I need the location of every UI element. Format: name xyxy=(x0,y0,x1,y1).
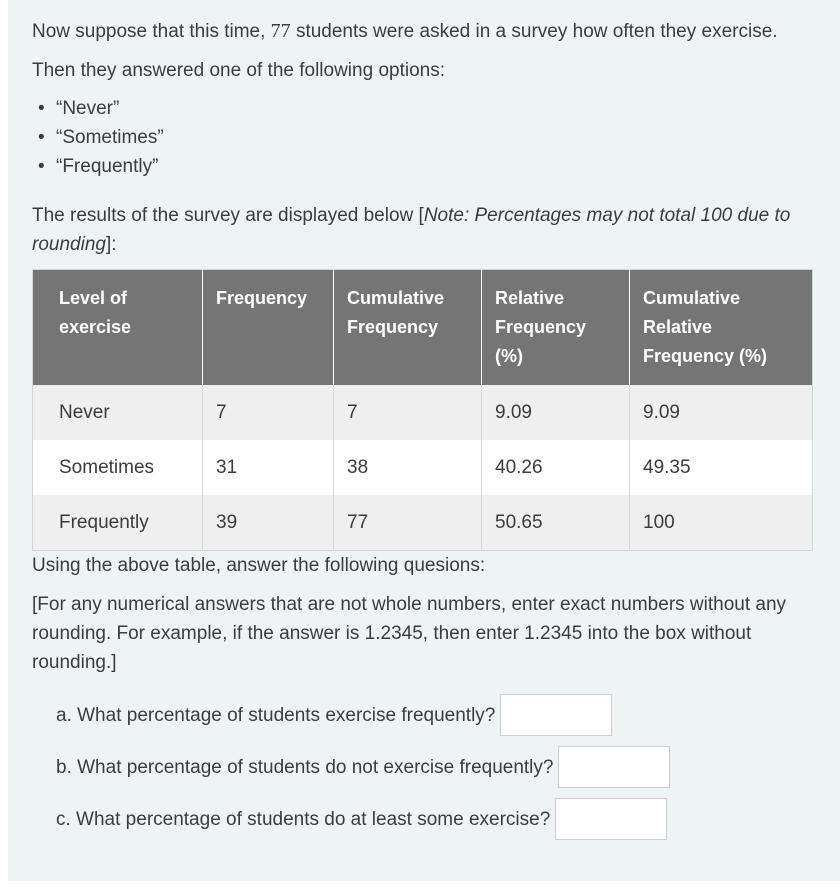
option-frequently: • “Frequently” xyxy=(32,152,822,181)
results-text-pre: The results of the survey are displayed below [ xyxy=(32,205,424,226)
table-cell: 49.35 xyxy=(630,440,813,495)
question-a xyxy=(56,689,822,741)
header-cumulative-frequency: Cumulative Frequency xyxy=(334,270,482,386)
table-cell: 7 xyxy=(203,385,334,440)
table-row xyxy=(33,440,813,495)
table-cell: 9.09 xyxy=(482,385,630,440)
table-cell: 100 xyxy=(630,495,813,551)
instructions-line: Using the above table, answer the following quesions: xyxy=(32,555,486,576)
table-cell: 77 xyxy=(334,495,482,551)
header-level: Level of exercise xyxy=(33,270,203,386)
rounding-instructions: [For any numerical answers that are not whole numbers, enter exact numbers without any rounding. For example, if the answer is 1.2345, then enter 1.2345 into the box without rounding.] xyxy=(32,594,787,673)
table-cell: 38 xyxy=(334,440,482,495)
intro-line-2: Then they answered one of the following options: xyxy=(32,60,445,81)
results-text-post: ]: xyxy=(105,234,117,255)
table-cell: 7 xyxy=(334,385,482,440)
header-cumulative-relative-frequency: Cumulative Relative Frequency (%) xyxy=(630,270,813,386)
questions xyxy=(32,689,822,845)
table-row xyxy=(33,495,813,551)
table-cell: Never xyxy=(33,385,203,440)
question-content xyxy=(32,14,822,845)
results-intro xyxy=(32,201,822,259)
table-cell: Sometimes xyxy=(33,440,203,495)
results-note: Note: Percentages may not total 100 due to rounding xyxy=(32,205,791,255)
table-cell: Frequently xyxy=(33,495,203,551)
answer-b-input[interactable] xyxy=(558,746,670,788)
answer-a-input[interactable] xyxy=(500,694,612,736)
option-sometimes: • “Sometimes” xyxy=(32,123,822,152)
question-panel xyxy=(8,0,840,881)
table-header-row xyxy=(33,270,813,386)
intro-text-pre: Now suppose that this time, xyxy=(32,21,271,42)
table-cell: 50.65 xyxy=(482,495,630,551)
answer-c-input[interactable] xyxy=(555,798,667,840)
table-cell: 9.09 xyxy=(630,385,813,440)
intro-text-post: students were asked in a survey how often they exercise. xyxy=(290,21,778,42)
header-frequency: Frequency xyxy=(203,270,334,386)
table-cell: 39 xyxy=(203,495,334,551)
table-row xyxy=(33,385,813,440)
student-count: 77 xyxy=(270,20,291,42)
question-b-text: b. What percentage of students do not exercise frequently? xyxy=(56,756,554,778)
question-c-text: c. What percentage of students do at least some exercise? xyxy=(56,808,551,830)
intro-line-1 xyxy=(32,17,822,46)
table-cell: 40.26 xyxy=(482,440,630,495)
frequency-table xyxy=(32,269,813,551)
options-list xyxy=(32,94,822,181)
question-b xyxy=(56,741,822,793)
question-a-text: a. What percentage of students exercise frequently? xyxy=(56,704,496,726)
question-c xyxy=(56,793,822,845)
header-relative-frequency: Relative Frequency (%) xyxy=(482,270,630,386)
table-cell: 31 xyxy=(203,440,334,495)
option-never: • “Never” xyxy=(32,94,822,123)
